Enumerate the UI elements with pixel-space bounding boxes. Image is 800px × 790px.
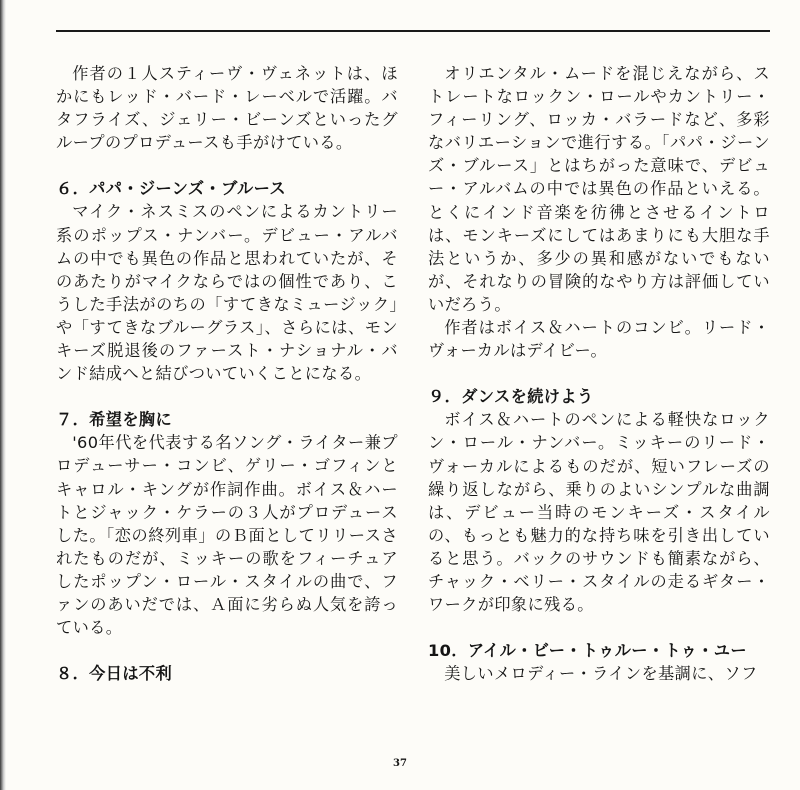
intro-paragraph: 作者の１人スティーヴ・ヴェネットは、ほかにもレッド・バード・レーベルで活躍。バタフライズ、ジェリー・ビーンズといったグループのプロデュースも手がけている。 bbox=[56, 64, 398, 153]
section-8-credit: 作者はボイス＆ハートのコンビ。リード・ヴォーカルはデイビー。 bbox=[428, 318, 770, 361]
section-6-body: マイク・ネスミスのペンによるカントリー系のポップス・ナンバー。デビュー・アルバムの中でも異色の作品と思われていたが、そのあたりがマイクならではの個性であり、こうした手法がのちの「すてきなミュージック」や「すてきなブルーグラス」、さらには、モンキーズ脱退後のファースト・ナショナル・バンド結成へと結びついていくことになる。 bbox=[56, 202, 398, 384]
top-rule bbox=[56, 30, 770, 32]
section-10-heading: 10．アイル・ビー・トゥルー・トゥ・ユー bbox=[428, 641, 747, 661]
right-column bbox=[428, 62, 770, 685]
section-7-body: '60年代を代表する名ソング・ライター兼プロデューサー・コンビ、ゲリー・ゴフィンとキャロル・キングが作詞作曲。ボイス＆ハートとジャック・ケラーの３人がプロデュースした。「恋の終列車」のＢ面としてリリースされたものだが、ミッキーの歌をフィーチュアしたポップン・ロール・スタイルの曲で、ファンのあいだでは、Ａ面に劣らぬ人気を誇っている。 bbox=[56, 433, 398, 638]
section-8-body: オリエンタル・ムードを混じえながら、ストレートなロックン・ロールやカントリー・フィーリング、ロッカ・バラードなど、多彩なバリエーションで進行する。「パパ・ジーンズ・ブルース」とはちがった意味で、デビュー・アルバムの中では異色の作品といえる。とくにインド音楽を彷彿とさせるイントロは、モンキーズにしてはあまりにも大胆な手法というか、多少の異和感がないでもないが、それなりの冒険的なやり方は評価していいだろう。 bbox=[428, 64, 770, 314]
section-9-heading: ９．ダンスを続けよう bbox=[428, 387, 594, 407]
section-8-heading: ８．今日は不利 bbox=[56, 664, 173, 684]
section-9-body: ボイス＆ハートのペンによる軽快なロックン・ロール・ナンバー。ミッキーのリード・ヴォーカルによるものだが、短いフレーズの繰り返しながら、乗りのよいシンプルな曲調は、デビュー当時のモンキーズ・スタイルの、もっとも魅力的な持ち味を引き出していると思う。バックのサウンドも簡素ながら、チャック・ベリー・スタイルの走るギター・ワークが印象に残る。 bbox=[428, 410, 770, 615]
section-10-body: 美しいメロディー・ラインを基調に、ソフ bbox=[444, 664, 758, 684]
page-number: 37 bbox=[393, 758, 407, 769]
left-column bbox=[56, 62, 398, 685]
page-binding-shadow bbox=[0, 0, 6, 790]
section-6-heading: ６．パパ・ジーンズ・ブルース bbox=[56, 179, 286, 199]
section-7-heading: ７．希望を胸に bbox=[56, 410, 173, 430]
